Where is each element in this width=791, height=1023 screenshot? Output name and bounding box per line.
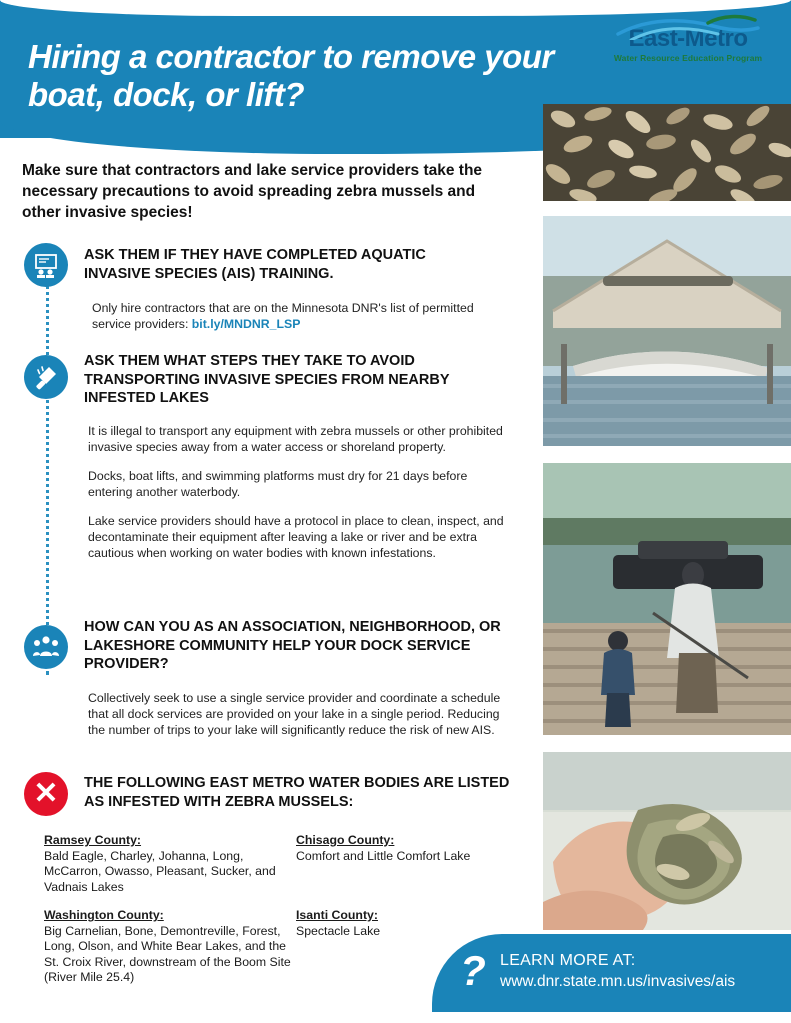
- zebra-mussels-art: [543, 104, 791, 201]
- county-waters: Big Carnelian, Bone, Demontreville, Forest, Long, Olson, and White Bear Lakes, and the St. Croix River, downstream of the Boom Site (River Mile 25.4): [44, 923, 291, 984]
- item-3-body: [88, 690, 508, 751]
- county-name: Ramsey County:: [44, 833, 142, 847]
- zebra-mussels-closeup-photo: [543, 104, 791, 201]
- item-3-title: HOW CAN YOU AS AN ASSOCIATION, NEIGHBORHOOD, OR LAKESHORE COMMUNITY HELP YOUR DOCK SERVICE PROVIDER?: [84, 619, 501, 672]
- page-title: Hiring a contractor to remove your boat, dock, or lift?: [28, 38, 554, 113]
- county-name: Isanti County:: [296, 908, 378, 922]
- training-presentation-icon: [24, 243, 68, 287]
- county-name: Washington County:: [44, 908, 164, 922]
- county-waters: Comfort and Little Comfort Lake: [296, 848, 471, 863]
- infested-title: THE FOLLOWING EAST METRO WATER BODIES ARE LISTED AS INFESTED WITH ZEBRA MUSSELS:: [84, 775, 510, 810]
- bottom-white-strip: [0, 1012, 791, 1023]
- cleaning-brush-glyph: [33, 364, 59, 390]
- item-1-body: [92, 300, 492, 332]
- x-mark-icon: ✕: [24, 772, 68, 816]
- item-1-title: ASK THEM IF THEY HAVE COMPLETED AQUATIC INVASIVE SPECIES (AIS) TRAINING.: [84, 247, 426, 282]
- community-group-glyph: [32, 634, 60, 660]
- logo-name: East-Metro: [628, 25, 748, 52]
- item-3: [84, 618, 504, 674]
- item-2-body: [88, 423, 508, 574]
- county-waters: Bald Eagle, Charley, Johanna, Long, McCarron, Owasso, Pleasant, Sucker, and Vadnais Lakes: [44, 848, 276, 894]
- logo-tagline: Water Resource Education Program: [613, 53, 763, 63]
- item-1-text: Only hire contractors that are on the Minnesota DNR's list of permitted service providers:: [92, 301, 474, 331]
- item-3-text-1: Collectively seek to use a single service provider and coordinate a schedule that all dock services are provided on your lake in a single period. Reducing the number of trips to your lake will significantly reduce the risk of new AIS.: [88, 691, 501, 737]
- item-1: [84, 246, 494, 283]
- dnr-lsp-link[interactable]: bit.ly/MNDNR_LSP: [191, 317, 301, 331]
- community-group-icon: [24, 625, 68, 669]
- item-2-text-1: It is illegal to transport any equipment with zebra mussels or other prohibited invasive species away from a water access or shoreland property.: [88, 424, 503, 454]
- boat-under-canopy-lift-photo: [543, 216, 791, 446]
- item-2-text-2: Docks, boat lifts, and swimming platforms must dry for 21 days before entering another waterbody.: [88, 469, 468, 499]
- question-mark-icon: ?: [460, 947, 486, 994]
- workers-removing-dock-photo: [543, 463, 791, 735]
- county-block-washington: [44, 908, 294, 986]
- county-block-chisago: [296, 833, 536, 864]
- item-2: [84, 352, 504, 408]
- timeline-connector: [46, 255, 51, 675]
- footer-text: [500, 952, 785, 991]
- county-name: Chisago County:: [296, 833, 395, 847]
- cleaning-brush-icon: [24, 355, 68, 399]
- item-2-text-3: Lake service providers should have a protocol in place to clean, inspect, and decontaminate their equipment after leaving a lake or river and be extra cautious when working on water bodies with known infestations.: [88, 514, 504, 560]
- dock-workers-art: [543, 463, 791, 735]
- item-2-title: ASK THEM WHAT STEPS THEY TAKE TO AVOID TRANSPORTING INVASIVE SPECIES FROM NEARBY INFESTED LAKES: [84, 353, 450, 406]
- training-presentation-glyph: [33, 252, 59, 278]
- county-block-ramsey: [44, 833, 294, 895]
- boat-lift-art: [543, 216, 791, 446]
- footer-learn-more-label: LEARN MORE AT:: [500, 952, 636, 969]
- water-swoosh-icon: [613, 14, 763, 40]
- footer-url[interactable]: www.dnr.state.mn.us/invasives/ais: [500, 973, 736, 990]
- infested-shell-art: [543, 752, 791, 930]
- organization-logo: [603, 26, 773, 63]
- hand-holding-infested-shell-photo: [543, 752, 791, 930]
- intro-paragraph: Make sure that contractors and lake service providers take the necessary precautions to avoid spreading zebra mussels and other invasive species!: [22, 162, 483, 221]
- county-waters: Spectacle Lake: [296, 923, 381, 938]
